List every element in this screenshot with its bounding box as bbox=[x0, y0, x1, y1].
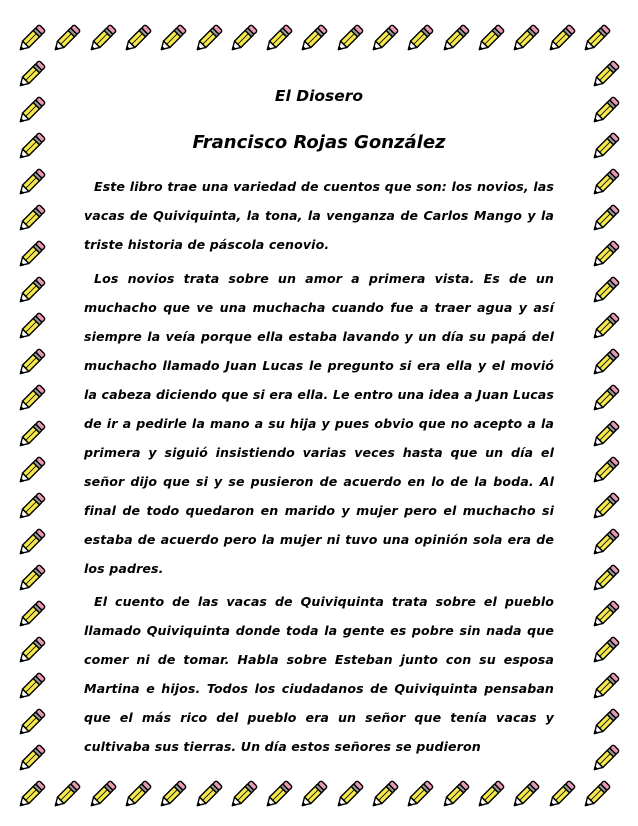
pencil-icon bbox=[14, 22, 48, 56]
pencil-icon bbox=[14, 634, 48, 668]
paragraph: Los novios trata sobre un amor a primera vista. Es de un muchacho que ve una muchacha cuando fue a traer agua y así siempre la veía porque ella estaba lavando y un día su papá del muchacho llamado Juan Lucas le pregunto si era ella y el movió la cabeza diciendo que si era ella. Le entro una idea a Juan Lucas de ir a pedirle la mano a su hija y pues obvio que no acepto a la primera y siguió insistiendo varias veces hasta que un día el señor dijo que si y se pusieron de acuerdo en lo de la boda. Al final de todo quedaron en marido y mujer pero el muchacho si estaba de acuerdo pero la mujer ni tuvo una opinión sola era de los padres. bbox=[84, 271, 554, 576]
pencil-icon bbox=[191, 22, 225, 56]
pencil-icon bbox=[579, 778, 613, 812]
pencil-icon bbox=[155, 778, 189, 812]
pencil-icon bbox=[588, 490, 622, 524]
pencil-icon bbox=[588, 454, 622, 488]
pencil-icon bbox=[588, 94, 622, 128]
pencil-icon bbox=[14, 562, 48, 596]
pencil-icon bbox=[544, 22, 578, 56]
pencil-icon bbox=[332, 778, 366, 812]
pencil-icon bbox=[588, 634, 622, 668]
pencil-icon bbox=[14, 490, 48, 524]
pencil-icon bbox=[14, 94, 48, 128]
pencil-icon bbox=[14, 454, 48, 488]
pencil-icon bbox=[155, 22, 189, 56]
pencil-icon bbox=[14, 202, 48, 236]
pencil-icon bbox=[438, 22, 472, 56]
pencil-icon bbox=[588, 166, 622, 200]
pencil-icon bbox=[332, 22, 366, 56]
pencil-icon bbox=[14, 346, 48, 380]
pencil-icon bbox=[14, 310, 48, 344]
pencil-icon bbox=[85, 778, 119, 812]
pencil-icon bbox=[261, 22, 295, 56]
pencil-icon bbox=[588, 310, 622, 344]
pencil-icon bbox=[579, 22, 613, 56]
pencil-icon bbox=[120, 22, 154, 56]
pencil-icon bbox=[588, 274, 622, 308]
pencil-icon bbox=[588, 202, 622, 236]
pencil-icon bbox=[402, 22, 436, 56]
pencil-icon bbox=[508, 22, 542, 56]
pencil-icon bbox=[14, 58, 48, 92]
pencil-icon bbox=[14, 382, 48, 416]
pencil-icon bbox=[588, 562, 622, 596]
pencil-icon bbox=[588, 526, 622, 560]
pencil-icon bbox=[226, 778, 260, 812]
pencil-icon bbox=[544, 778, 578, 812]
pencil-icon bbox=[588, 238, 622, 272]
pencil-icon bbox=[14, 778, 48, 812]
pencil-icon bbox=[14, 598, 48, 632]
pencil-icon bbox=[588, 58, 622, 92]
pencil-icon bbox=[120, 778, 154, 812]
paragraph: El cuento de las vacas de Quiviquinta trata sobre el pueblo llamado Quiviquinta donde toda la gente es pobre sin nada que comer ni de tomar. Habla sobre Esteban junto con su esposa Martina e hijos. Todos los ciudadanos de Quiviquinta pensaban que el más rico del pueblo era un señor que tenía vacas y cultivaba sus tierras. Un día estos señores se pudieron bbox=[84, 594, 554, 754]
document-title: El Diosero bbox=[274, 87, 364, 105]
pencil-icon bbox=[588, 382, 622, 416]
pencil-icon bbox=[14, 166, 48, 200]
pencil-icon bbox=[14, 526, 48, 560]
pencil-icon bbox=[367, 22, 401, 56]
pencil-icon bbox=[588, 418, 622, 452]
pencil-icon bbox=[49, 22, 83, 56]
pencil-icon bbox=[191, 778, 225, 812]
pencil-icon bbox=[588, 742, 622, 776]
pencil-icon bbox=[402, 778, 436, 812]
pencil-icon bbox=[473, 22, 507, 56]
pencil-icon bbox=[588, 598, 622, 632]
pencil-icon bbox=[438, 778, 472, 812]
paragraph: Este libro trae una variedad de cuentos que son: los novios, las vacas de Quiviquinta, la tona, la venganza de Carlos Mango y la triste historia de páscola cenovio. bbox=[84, 179, 554, 252]
pencil-icon bbox=[296, 22, 330, 56]
pencil-icon bbox=[14, 742, 48, 776]
pencil-icon bbox=[14, 418, 48, 452]
pencil-icon bbox=[473, 778, 507, 812]
pencil-icon bbox=[14, 706, 48, 740]
pencil-icon bbox=[588, 670, 622, 704]
pencil-icon bbox=[367, 778, 401, 812]
pencil-icon bbox=[14, 274, 48, 308]
pencil-icon bbox=[588, 706, 622, 740]
pencil-icon bbox=[49, 778, 83, 812]
pencil-icon bbox=[261, 778, 295, 812]
pencil-icon bbox=[85, 22, 119, 56]
pencil-icon bbox=[508, 778, 542, 812]
pencil-icon bbox=[14, 130, 48, 164]
document-author: Francisco Rojas González bbox=[192, 132, 446, 153]
pencil-icon bbox=[588, 346, 622, 380]
pencil-icon bbox=[226, 22, 260, 56]
pencil-icon bbox=[14, 670, 48, 704]
pencil-icon bbox=[14, 238, 48, 272]
pencil-icon bbox=[296, 778, 330, 812]
pencil-icon bbox=[588, 130, 622, 164]
